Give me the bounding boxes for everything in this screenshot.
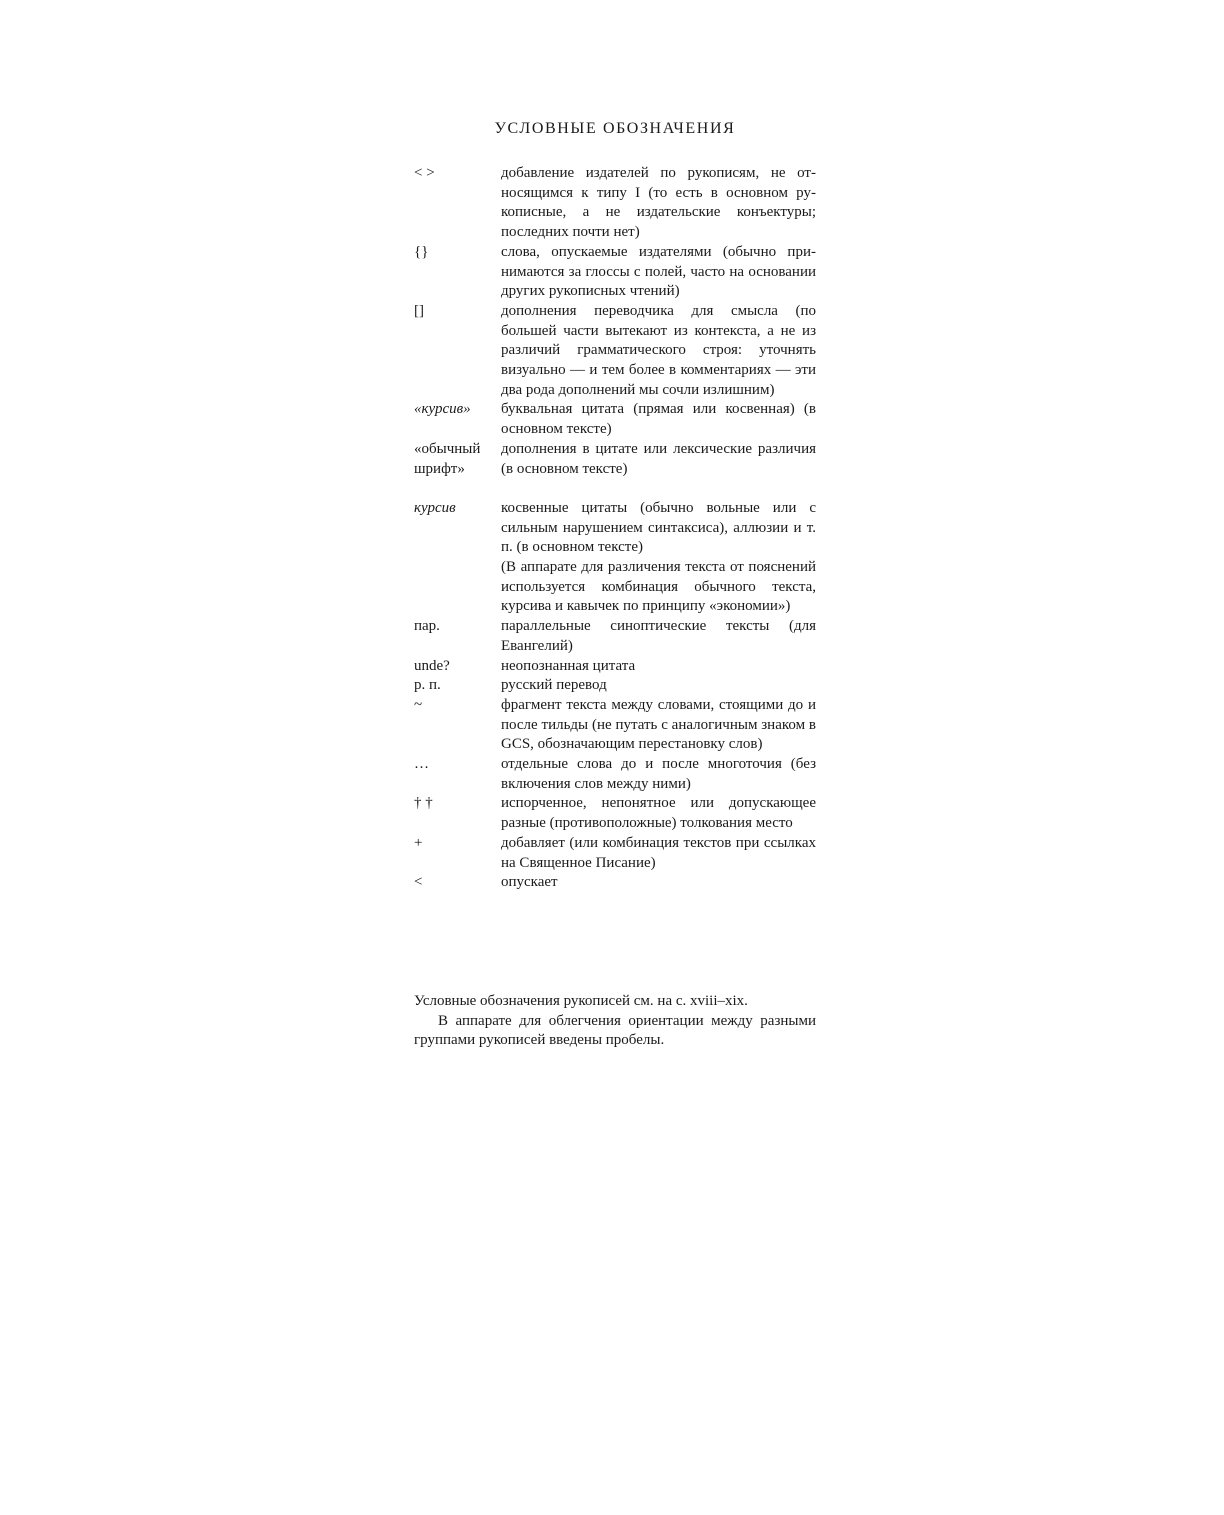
legend-entry-parallel (414, 617, 816, 656)
legend-symbol: < (414, 874, 423, 891)
legend-description: слова, опускаемые издателями (обычно принимаются за глоссы с полей, часто на основании других рукописных чтений) (501, 243, 816, 300)
legend-entry-italic (414, 499, 816, 617)
legend-symbol: р. п. (414, 677, 441, 694)
legend-symbol: … (414, 756, 429, 773)
legend-entry-angle-brackets (414, 164, 816, 243)
legend-entry-russian-translation (414, 676, 816, 696)
legend-description: буквальная цитата (прямая или косвенная) (в основном тексте) (501, 401, 816, 438)
legend-symbol: + (414, 834, 423, 851)
legend-entry-unde (414, 657, 816, 677)
note-manuscripts: Условные обозначения рукописей см. на с. xviii–xix. (414, 993, 748, 1009)
legend-description: опускает (501, 874, 558, 891)
legend-description: русский перевод (501, 677, 607, 694)
legend-description: параллельные синоптические тексты (для Евангелий) (501, 618, 816, 654)
legend-symbol: † † (414, 795, 433, 812)
legend-entry-square-brackets (414, 302, 816, 401)
note-spacing: В аппарате для облегчения ориентации между разными группами рукописей введены пробелы. (414, 1012, 816, 1049)
legend-entry-quoted-italic (414, 400, 816, 439)
legend-entry-quoted-regular (414, 440, 816, 479)
legend-entry-ellipsis (414, 755, 816, 794)
legend-description-note: (В аппарате для различения текста от пояснений используется комбинация обычного текста, курсива и кавычек по принципу «экономии») (501, 559, 816, 615)
notes-section (414, 992, 816, 1051)
legend-entry-daggers (414, 794, 816, 833)
legend-description: испорченное, непонятное или допускающее разные (противоположные) толкования место (501, 795, 816, 832)
legend-entry-less-than (414, 873, 816, 893)
page-title: УСЛОВНЫЕ ОБОЗНАЧЕНИЯ (494, 120, 736, 137)
legend-description: косвенные цитаты (обычно вольные или с сильным нарушением синтаксиса), аллюзии и т. п. (в основном тексте) (501, 499, 816, 556)
legend-symbol: < > (414, 165, 435, 181)
legend-entry-plus (414, 834, 816, 873)
legend-symbol: «обычный шрифт» (414, 440, 481, 477)
legend-symbol: ~ (414, 696, 423, 713)
legend-description: неопознанная цитата (501, 657, 636, 674)
legend-symbol: unde? (414, 657, 450, 674)
legend-symbol: {} (414, 243, 429, 260)
legend-entry-curly-braces (414, 243, 816, 302)
legend-description: фрагмент текста между словами, стоящими до и после тильды (не путать с аналогичным знаком в GCS, обозначающим перестановку слов) (501, 696, 816, 753)
legend-entry-tilde (414, 696, 816, 755)
legend-list (414, 164, 816, 893)
legend-symbol: [] (414, 302, 424, 319)
legend-symbol: курсив (414, 499, 456, 516)
legend-description: добавляет (или комбинация текстов при ссылках на Священное Писание) (501, 834, 816, 871)
legend-symbol: пар. (414, 618, 440, 635)
legend-description: дополнения переводчика для смысла (по большей части вытекают из контекста, а не из различий грамматического строя: уточнять визуально — и тем более в комментариях — эти два рода дополнений мы сочли излишним) (501, 302, 816, 398)
legend-description: дополнения в цитате или лексические различия (в основном тексте) (501, 440, 816, 477)
legend-symbol: «курсив» (414, 401, 471, 418)
legend-description: добавление издателей по рукописям, не относящимся к типу I (то есть в основном рукописные, а не издательские конъектуры; последних почти нет) (501, 165, 816, 241)
legend-description: отдельные слова до и после многоточия (без включения слов между ними) (501, 756, 816, 792)
